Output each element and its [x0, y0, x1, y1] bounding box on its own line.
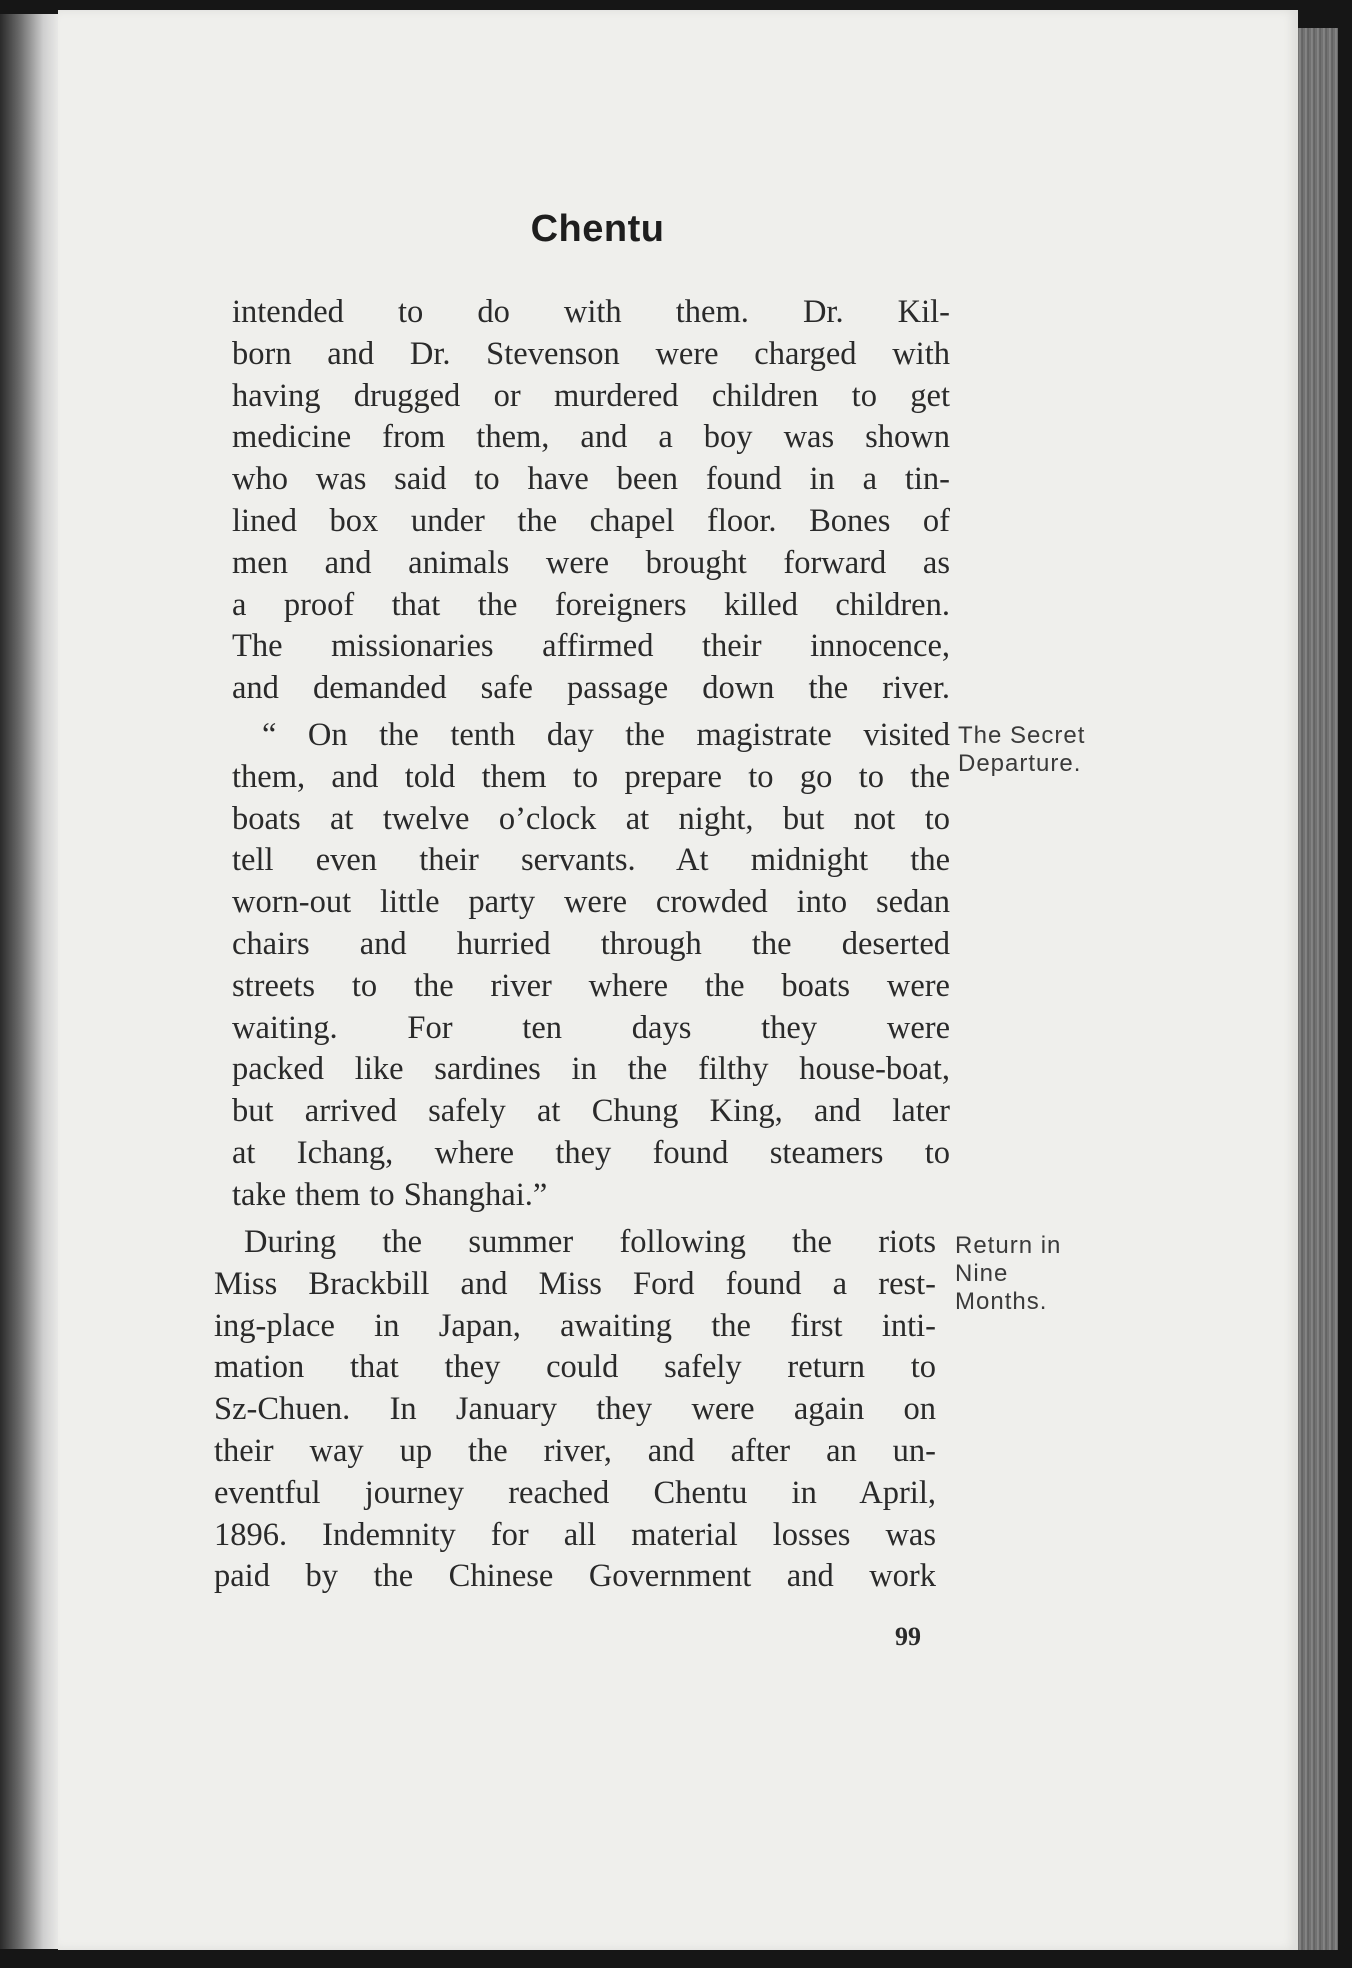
text-line: boats at twelve o’clock at night, but not to [232, 800, 950, 837]
text-line: at Ichang, where they found steamers to [232, 1134, 950, 1171]
text-line: paid by the Chinese Government and work [214, 1558, 936, 1595]
text-line: Sz-Chuen. In January they were again on [214, 1391, 936, 1428]
text-line: but arrived safely at Chung King, and later [232, 1093, 950, 1130]
text-line: ing-place in Japan, awaiting the first inti- [214, 1307, 936, 1344]
margin-note-line: Months. [955, 1288, 1048, 1315]
text-line: streets to the river where the boats were [232, 967, 950, 1004]
text-line: eventful journey reached Chentu in April, [214, 1474, 936, 1511]
text-line: chairs and hurried through the deserted [232, 925, 950, 962]
margin-note-line: Nine [955, 1260, 1009, 1287]
text-line: born and Dr. Stevenson were charged with [232, 335, 950, 372]
text-line: having drugged or murdered children to get [232, 377, 950, 414]
paragraph-3 [214, 1222, 936, 1598]
text-line: The missionaries affirmed their innocence, [232, 628, 950, 665]
text-line: tell even their servants. At midnight the [232, 842, 950, 879]
text-line: them, and told them to prepare to go to the [232, 758, 950, 795]
page-number: 99 [895, 1622, 921, 1651]
text-line: intended to do with them. Dr. Kil- [232, 294, 950, 330]
text-line: worn-out little party were crowded into sedan [232, 884, 950, 921]
margin-note-line: Departure. [958, 750, 1082, 777]
text-line: Miss Brackbill and Miss Ford found a rest- [214, 1265, 936, 1302]
text-line: During the summer following the riots [244, 1224, 936, 1260]
text-line: take them to Shanghai.” [232, 1176, 548, 1213]
paragraph-2 [232, 715, 950, 1217]
text-line: their way up the river, and after an un- [214, 1432, 936, 1469]
text-line: waiting. For ten days they were [232, 1009, 950, 1046]
margin-note-secret-departure [958, 722, 1085, 778]
running-head: Chentu [530, 208, 665, 250]
text-line: and demanded safe passage down the river. [232, 670, 950, 707]
text-line: who was said to have been found in a tin- [232, 461, 950, 498]
text-line: 1896. Indemnity for all material losses was [214, 1516, 936, 1553]
paragraph-1 [232, 292, 950, 710]
text-line: packed like sardines in the filthy house-boat, [232, 1051, 950, 1088]
text-line: mation that they could safely return to [214, 1349, 936, 1386]
text-line: a proof that the foreigners killed children. [232, 586, 950, 623]
text-line: “ On the tenth day the magistrate visited [262, 717, 950, 753]
margin-note-line: The Secret [958, 722, 1086, 749]
left-page-edge [0, 14, 58, 1949]
text-line: lined box under the chapel floor. Bones of [232, 502, 950, 539]
text-line: medicine from them, and a boy was shown [232, 419, 950, 456]
text-line: men and animals were brought forward as [232, 544, 950, 581]
page-fore-edge [1298, 28, 1338, 1950]
margin-note-line: Return in [955, 1232, 1062, 1259]
margin-note-return-nine-months [955, 1232, 1061, 1316]
